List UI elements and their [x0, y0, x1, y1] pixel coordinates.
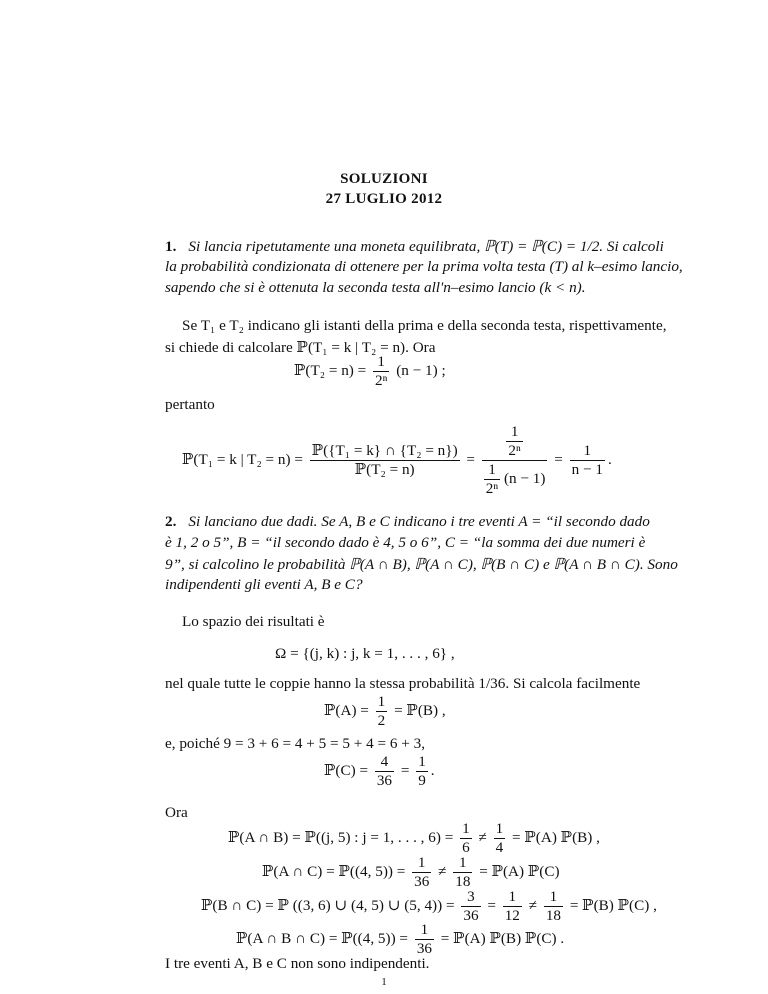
- equation-pc: ℙ(C) = $\frac{4}{36}$ = $\frac{1}{9}$ .: [324, 753, 435, 789]
- exercise1-statement-line1: 1. Si lancia ripetutamente una moneta equilibrata, ℙ(T) = ℙ(C) = 1/2. Si calcoli: [165, 238, 664, 255]
- exercise2-solution-line3: e, poiché 9 = 3 + 6 = 4 + 5 = 5 + 4 = 6 + 3,: [165, 735, 426, 752]
- equation-pt2: ℙ(T₂ = n) = $\frac{1}{\text{2ⁿ}}$ (n − 1) ;: [294, 353, 446, 389]
- exercise2-solution-line2: nel quale tutte le coppie hanno la stessa probabilità 1/36. Si calcola facilmente: [165, 675, 641, 692]
- exercise1-number: 1.: [165, 238, 177, 255]
- pertanto-text: pertanto: [165, 396, 215, 413]
- title-line1: SOLUZIONI: [340, 171, 428, 187]
- exercise2-number: 2.: [165, 513, 177, 530]
- equation-p-b-c: ℙ(B ∩ C) = ℙ ((3, 6) ∪ (4, 5) ∪ (5, 4)) = $\frac{3}{36}$ = $\frac{1}{12}$ ≠ $\frac{1}{18}$ = ℙ(B) ℙ(C) ,: [201, 888, 657, 924]
- equation-omega: Ω = {(j, k) : j, k = 1, . . . , 6} ,: [275, 645, 455, 662]
- exercise1-statement-line3: sapendo che si è ottenuta la seconda testa all'n–esimo lancio (k < n).: [165, 279, 586, 296]
- exercise2-solution-line1: Lo spazio dei risultati è: [182, 613, 325, 630]
- equation-p-a-b-c: ℙ(A ∩ B ∩ C) = ℙ((4, 5)) = $\frac{1}{36}$ = ℙ(A) ℙ(B) ℙ(C) .: [236, 921, 565, 957]
- exercise1-solution-line1: Se T₁ e T₂ indicano gli istanti della prima e della seconda testa, rispettivamente,: [182, 317, 667, 334]
- equation-pa: ℙ(A) = $\frac{1}{2}$ = ℙ(B) ,: [324, 693, 446, 729]
- page-number: 1: [381, 976, 387, 988]
- equation-p-a-c: ℙ(A ∩ C) = ℙ((4, 5)) = $\frac{1}{36}$ ≠ $\frac{1}{18}$ = ℙ(A) ℙ(C): [262, 854, 560, 890]
- exercise2-statement-line4: indipendenti gli eventi A, B e C?: [165, 576, 363, 593]
- conclusion-text: I tre eventi A, B e C non sono indipendenti.: [165, 955, 430, 972]
- exercise2-statement-line1: 2. Si lanciano due dadi. Se A, B e C indicano i tre eventi A = “il secondo dado: [165, 513, 650, 530]
- exercise2-statement-line3: 9”, si calcolino le probabilità ℙ(A ∩ B), ℙ(A ∩ C), ℙ(B ∩ C) e ℙ(A ∩ B ∩ C). Sono: [165, 556, 678, 573]
- exercise1-statement-line2: la probabilità condizionata di ottenere per la prima volta testa (T) al k–esimo lancio,: [165, 258, 683, 275]
- equation-conditional: ℙ(T₁ = k | T₂ = n) = $\frac{\text{ℙ(\{T₁ = k\} ∩ \{T₂ = n\})}}{\text{ℙ(T₂ = n)}}$ = $\frac{1}{\text{2ⁿ}}$ $\frac{1}{\text{2ⁿ}}$ (n − 1) = $\frac{1}{n - 1}$ .: [182, 423, 612, 497]
- equation-p-a-b: ℙ(A ∩ B) = ℙ((j, 5) : j = 1, . . . , 6) = $\frac{1}{6}$ ≠ $\frac{1}{4}$ = ℙ(A) ℙ(B) ,: [228, 820, 600, 856]
- exercise2-statement-line2: è 1, 2 o 5”, B = “il secondo dado è 4, 5 o 6”, C = “la somma dei due numeri è: [165, 534, 646, 551]
- ora-text: Ora: [165, 804, 188, 821]
- title-line2: 27 LUGLIO 2012: [325, 191, 443, 207]
- exercise1-solution-line2: si chiede di calcolare ℙ(T₁ = k | T₂ = n). Ora: [165, 339, 436, 356]
